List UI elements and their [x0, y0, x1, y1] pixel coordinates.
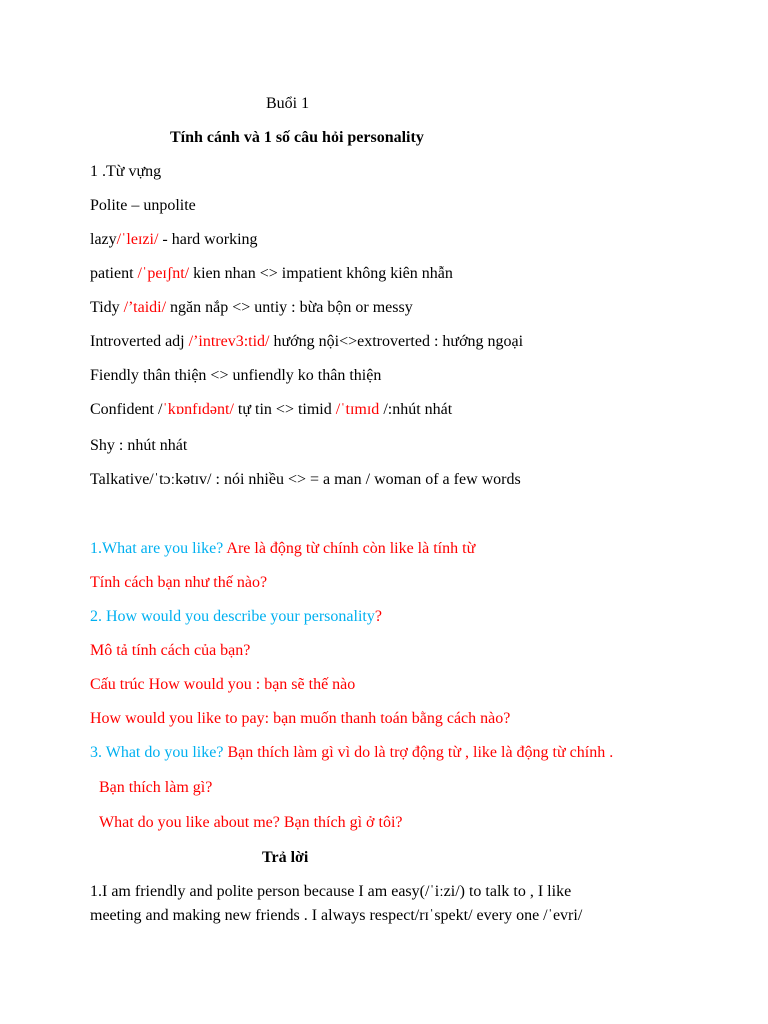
- question-2: [90, 607, 382, 627]
- question-english: 1.What are you like?: [90, 540, 227, 557]
- question-note: Are là động từ chính còn like là tính từ: [226, 540, 476, 557]
- vocab-line-patient: [90, 264, 453, 284]
- vocab-meaning: /:nhút nhát: [379, 401, 453, 418]
- structure-note: Cấu trúc How would you : bạn sẽ thế nào: [90, 676, 356, 693]
- question-mark: ?: [374, 608, 382, 625]
- vocab-meaning: hướng nội<>extroverted : hướng ngoại: [269, 333, 524, 350]
- question-1-translation: Tính cách bạn như thế nào?: [90, 574, 268, 591]
- structure-example: How would you like to pay: bạn muốn thanh toán bằng cách nào?: [90, 710, 511, 727]
- question-3-translation: Bạn thích làm gì?: [99, 779, 213, 796]
- phonetic: /ˈleɪzi/: [116, 231, 159, 248]
- question-3: [90, 743, 613, 763]
- question-1: [90, 539, 475, 559]
- phonetic: ˈkɒnfɪdənt/: [162, 401, 234, 418]
- answer-heading: Trả lời: [262, 849, 309, 866]
- vocab-line-polite: Polite – unpolite: [90, 197, 196, 214]
- question-english: 3. What do you like?: [90, 744, 228, 761]
- phonetic: /ˈtɪmɪd: [335, 401, 380, 418]
- phonetic: /’intrev3:tid/: [188, 333, 270, 350]
- question-note: Bạn thích làm gì vì do là trợ động từ , like là động từ chính .: [227, 744, 614, 761]
- question-2-translation: Mô tả tính cách của bạn?: [90, 642, 251, 659]
- vocab-line-lazy: [90, 230, 258, 250]
- vocab-word: Tidy: [90, 299, 124, 316]
- vocab-meaning: ngăn nắp <> untiy : bừa bộn or messy: [166, 299, 413, 316]
- vocab-line-talkative: Talkative/ˈtɔːkətɪv/ : nói nhiều <> = a man / woman of a few words: [90, 471, 521, 488]
- vocab-word: lazy: [90, 231, 117, 248]
- vocab-line-tidy: [90, 298, 413, 318]
- vocab-word: patient: [90, 265, 138, 282]
- vocab-line-shy: Shy : nhút nhát: [90, 437, 188, 454]
- answer-line-1: 1.I am friendly and polite person because I am easy(/ˈiːzi/) to talk to , I like: [90, 883, 572, 900]
- vocab-meaning: kien nhan <> impatient không kiên nhẫn: [189, 265, 453, 282]
- phonetic: /ˈpeɪʃnt/: [137, 265, 190, 282]
- answer-line-2: meeting and making new friends . I always respect/rɪˈspekt/ every one /ˈevri/: [90, 907, 583, 924]
- vocab-meaning: tự tin <> timid: [233, 401, 336, 418]
- vocab-line-introverted: [90, 332, 523, 352]
- vocab-line-confident: [90, 400, 452, 420]
- session-label: Buổi 1: [266, 95, 310, 112]
- question-english: 2. How would you describe your personality: [90, 608, 375, 625]
- vocab-word: Introverted adj: [90, 333, 189, 350]
- phonetic: /’taidi/: [123, 299, 167, 316]
- vocab-word: Confident /: [90, 401, 163, 418]
- question-3-extra: What do you like about me? Bạn thích gì ở tôi?: [99, 814, 403, 831]
- vocab-line-friendly: Fiendly thân thiện <> unfiendly ko thân thiện: [90, 367, 382, 384]
- document-title: Tính cánh và 1 số câu hỏi personality: [170, 129, 424, 146]
- vocab-meaning: - hard working: [158, 231, 258, 248]
- vocab-heading: 1 .Từ vựng: [90, 163, 162, 180]
